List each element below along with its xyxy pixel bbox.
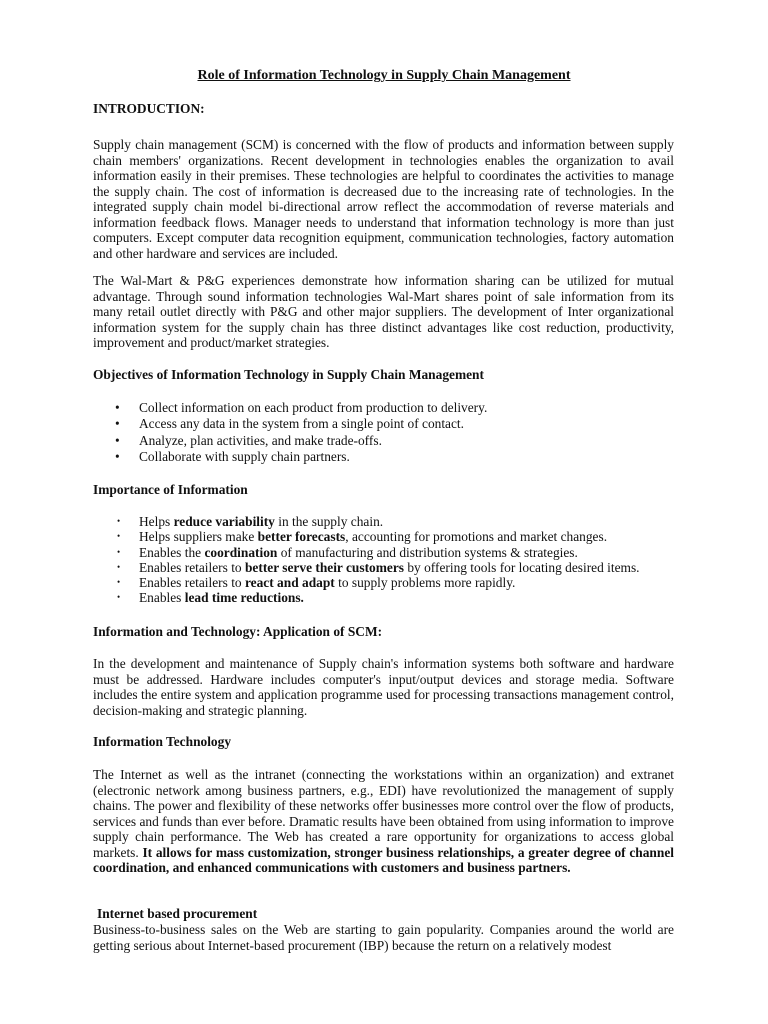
list-item: • Helps suppliers make better forecasts, accounting for promotions and market changes. xyxy=(117,529,608,545)
bullet-icon: • xyxy=(117,577,121,588)
list-item: • Enables retailers to react and adapt to supply problems more rapidly. xyxy=(117,575,516,591)
introduction-heading: INTRODUCTION: xyxy=(93,101,205,116)
internet-procurement-paragraph: Business-to-business sales on the Web are starting to gain popularity. Companies around the world are getting serious about Internet-based procurement (IBP) because the return on a relatively modest xyxy=(93,922,674,953)
bullet-icon: • xyxy=(117,546,121,557)
importance-list xyxy=(93,514,683,606)
objective-text: Collaborate with supply chain partners. xyxy=(139,448,350,464)
internet-procurement-heading: Internet based procurement xyxy=(97,906,258,921)
application-paragraph: In the development and maintenance of Supply chain's information systems both software and hardware must be addressed. Hardware includes computer's input/output devices and storage media. Software includes the entire system and application programme used for processing transactions management control, decision-making and strategic planning. xyxy=(93,656,674,718)
bullet-icon: • xyxy=(117,516,121,526)
list-item: • Enables lead time reductions. xyxy=(117,590,304,606)
information-technology-heading: Information Technology xyxy=(93,734,232,749)
bullet-icon: • xyxy=(115,432,120,448)
list-item xyxy=(93,416,683,432)
list-item: • Helps reduce variability in the supply chain. xyxy=(117,514,384,529)
objectives-heading: Objectives of Information Technology in Supply Chain Management xyxy=(93,367,484,382)
list-item xyxy=(93,433,683,449)
bullet-icon: • xyxy=(115,448,120,464)
intro-paragraph-2: The Wal-Mart & P&G experiences demonstrate how information sharing can be utilized for mutual advantage. Through sound information technologies Wal-Mart shares point of sale information from its many retail outlet directly with P&G and other major suppliers. The development of Inter organizational information system for the supply chain has three distinct advantages like cost reduction, productivity, improvement and product/market strategies. xyxy=(93,273,674,350)
application-heading: Information and Technology: Application of SCM: xyxy=(93,624,383,639)
document-title: Role of Information Technology in Supply Chain Management xyxy=(197,68,571,83)
importance-heading: Importance of Information xyxy=(93,482,248,497)
bullet-icon: • xyxy=(115,400,120,415)
bullet-icon: • xyxy=(117,561,121,572)
list-item: • Enables retailers to better serve their customers by offering tools for locating desired items. xyxy=(117,559,640,575)
bullet-icon: • xyxy=(115,416,120,432)
objective-text: Analyze, plan activities, and make trade-offs. xyxy=(139,432,382,448)
information-technology-paragraph: The Internet as well as the intranet (connecting the workstations within an organization) and extranet (electronic network among business partners, e.g., EDI) have revolutionized the management of supply chains. The power and flexibility of these networks offer businesses more control over the flow of products, services and funds than ever before. Dramatic results have been obtained from using information to improve supply chain performance. The Web has created a rare opportunity for organizations to access global markets. It allows for mass customization, stronger business relationships, a greater degree of channel coordination, and enhanced communications with customers and business partners. xyxy=(93,767,674,875)
objectives-list xyxy=(93,400,683,465)
intro-paragraph-1: Supply chain management (SCM) is concerned with the flow of products and information between supply chain members' organizations. Recent development in technologies enables the organization to avail information easily in their premises. These technologies are helpful to coordinates the activities to manage the supply chain. The cost of information is decreased due to the increasing rate of technologies. In the integrated supply chain model bi-directional arrow reflect the accommodation of reverse materials and information feedback flows. Manager needs to understand that information technology is more than just computers. Except computer data recognition equipment, communication technologies, factory automation and other hardware and services are included. xyxy=(93,137,674,261)
list-item xyxy=(93,449,683,465)
list-item xyxy=(93,400,683,416)
bullet-icon: • xyxy=(117,592,121,603)
objective-text: Access any data in the system from a single point of contact. xyxy=(139,416,465,432)
information-technology-bold-text: It allows for mass customization, stronger business relationships, a greater degree of channel coordination, and enhanced communications with customers and business partners. xyxy=(93,844,674,875)
bullet-icon: • xyxy=(117,531,121,542)
list-item: • Enables the coordination of manufacturing and distribution systems & strategies. xyxy=(117,544,578,560)
objective-text: Collect information on each product from production to delivery. xyxy=(139,400,488,415)
